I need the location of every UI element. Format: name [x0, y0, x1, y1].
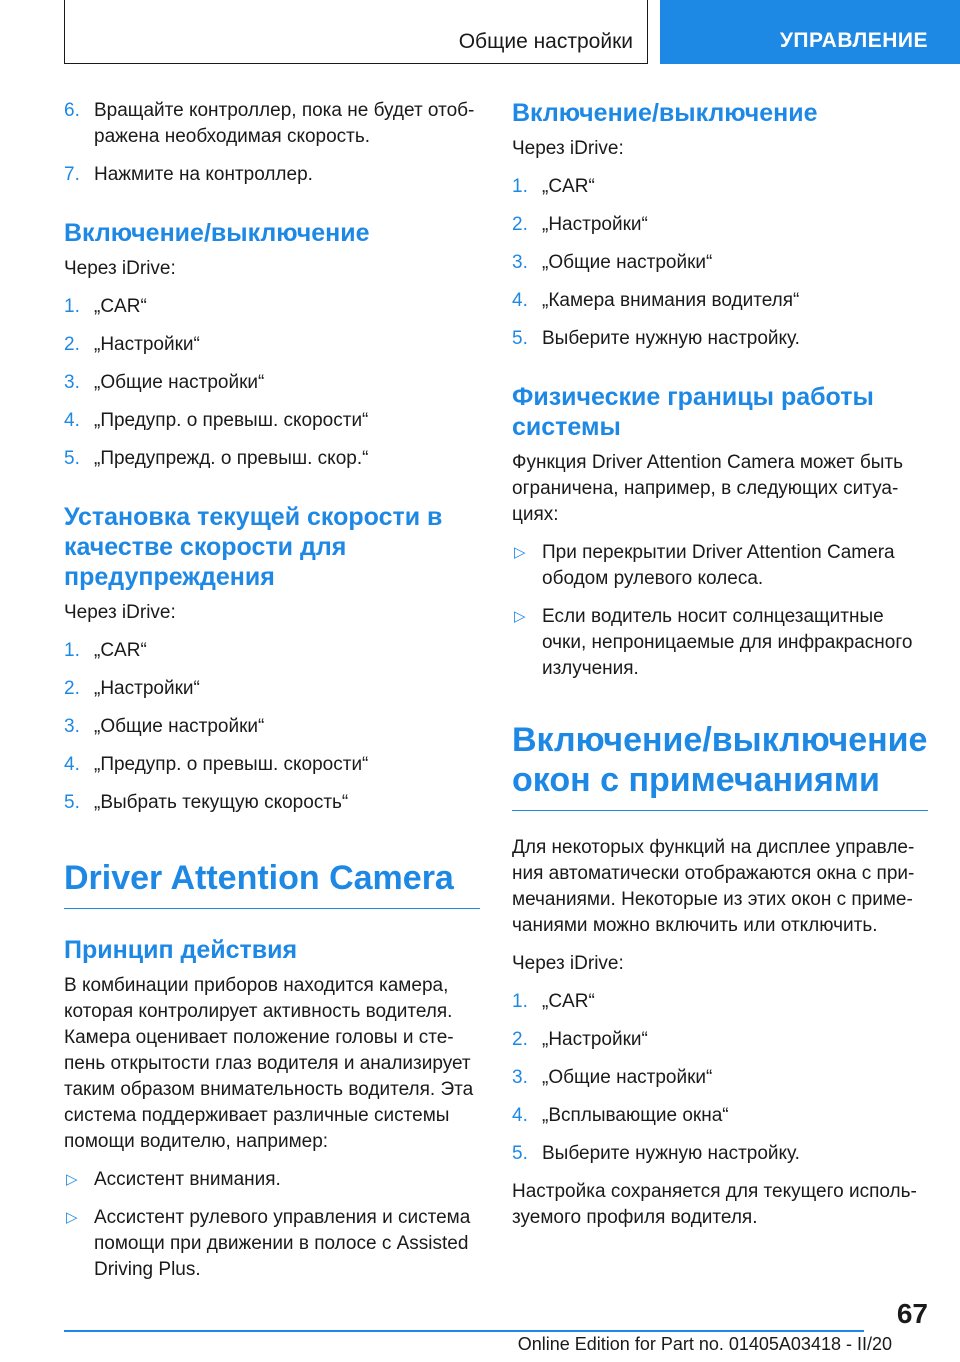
list-item: 4. „Всплывающие окна“: [512, 1105, 729, 1126]
footer-edition-text: Online Edition for Part no. 01405A03418 - II/20: [517, 1334, 892, 1354]
list-item: 1. „CAR“: [512, 991, 595, 1012]
intro-text: Через iDrive:: [512, 138, 624, 159]
triangle-bullet-icon: ▷: [66, 1171, 78, 1188]
list-item: 3. „Общие настройки“: [512, 1067, 713, 1088]
list-item: 3. „Общие настройки“: [512, 252, 713, 273]
header-chapter-tab: [660, 0, 960, 64]
list-item: ▷ При перекрытии Driver Attention Camera ободом рулевого колеса.: [514, 542, 895, 589]
intro-text: Через iDrive:: [512, 953, 624, 974]
list-item: 4. „Предупр. о превыш. скорости“: [64, 410, 369, 431]
list-item: 5. „Выбрать текущую скорость“: [64, 792, 349, 813]
page-number: 67: [896, 1298, 928, 1329]
intro-text: Через iDrive:: [64, 258, 176, 279]
body-text: Настройка сохраняется для текущего исполь‐ зуемого профиля водителя.: [512, 1181, 917, 1228]
section-heading: Принцип действия: [64, 936, 298, 964]
body-text: Функция Driver Attention Camera может быть ограничена, например, в следующих ситуа‐ циях:: [512, 452, 904, 525]
list-item: 1. „CAR“: [64, 296, 147, 317]
intro-text: Через iDrive:: [64, 602, 176, 623]
continued-steps-list: [64, 98, 480, 188]
steps-list: [512, 174, 928, 352]
list-item: 2. „Настройки“: [512, 1029, 648, 1050]
steps-list: [64, 638, 480, 816]
section-heading: Физические границы работы системы: [512, 383, 874, 441]
body-text: Для некоторых функций на дисплее управле‐ ния автоматически отображаются окна с при‐ мечаниями. Некоторые из этих окон с приме‐ чаниями можно включить или отключить.: [512, 837, 915, 936]
list-item: 5. Выберите нужную настройку.: [512, 328, 800, 349]
triangle-bullet-icon: ▷: [66, 1209, 78, 1226]
chapter-heading: Driver Attention Camera: [64, 858, 480, 909]
section-heading: Включение/выключение: [64, 219, 370, 247]
section-heading: Установка текущей скорости в качестве скорости для предупреждения: [64, 503, 443, 591]
list-item: 4. „Камера внимания водителя“: [512, 290, 800, 311]
list-item: ▷ Если водитель носит солнцезащитные очки, непроницаемые для инфракрасного излучения.: [514, 606, 913, 679]
list-item: 2. „Настройки“: [64, 678, 200, 699]
footer-divider: [64, 1330, 864, 1332]
bullet-list: [512, 540, 928, 682]
list-item: 3. „Общие настройки“: [64, 716, 265, 737]
list-item: 5. Выберите нужную настройку.: [512, 1143, 800, 1164]
triangle-bullet-icon: ▷: [514, 544, 526, 561]
steps-list: [64, 294, 480, 472]
section-heading: Включение/выключение: [512, 99, 818, 127]
header-section-title: Общие настройки: [458, 30, 633, 53]
left-column: [64, 98, 480, 1295]
header-section-box: [64, 0, 648, 64]
body-text: В комбинации приборов находится камера, которая контролирует активность водителя. Камера оценивает положение головы и сте‐ пень открытости глаз водителя и анализирует таким образом внимательность водителя. Эта система поддерживает различные системы помощи водителю, например:: [64, 975, 474, 1152]
list-item: 5. „Предупрежд. о превыш. скор.“: [64, 448, 369, 469]
bullet-list: [64, 1167, 480, 1283]
list-item: 3. „Общие настройки“: [64, 372, 265, 393]
chapter-heading: Включение/выключение окон с примечаниями: [512, 720, 928, 811]
list-item: 6. Вращайте контроллер, пока не будет отоб‐ ражена необходимая скорость.: [64, 100, 475, 147]
list-item: 1. „CAR“: [64, 640, 147, 661]
list-item: 2. „Настройки“: [64, 334, 200, 355]
triangle-bullet-icon: ▷: [514, 608, 526, 625]
right-column: [512, 98, 928, 1243]
list-item: 7. Нажмите на контроллер.: [64, 164, 313, 185]
list-item: ▷ Ассистент внимания.: [64, 1167, 480, 1193]
list-item: ▷ Ассистент рулевого управления и система помощи при движении в полосе с Assisted Driving Plus.: [66, 1207, 471, 1280]
list-item: 4. „Предупр. о превыш. скорости“: [64, 754, 369, 775]
steps-list: [512, 989, 928, 1167]
list-item: 2. „Настройки“: [512, 214, 648, 235]
list-item: 1. „CAR“: [512, 176, 595, 197]
header-chapter-title: УПРАВЛЕНИЕ: [779, 29, 928, 52]
